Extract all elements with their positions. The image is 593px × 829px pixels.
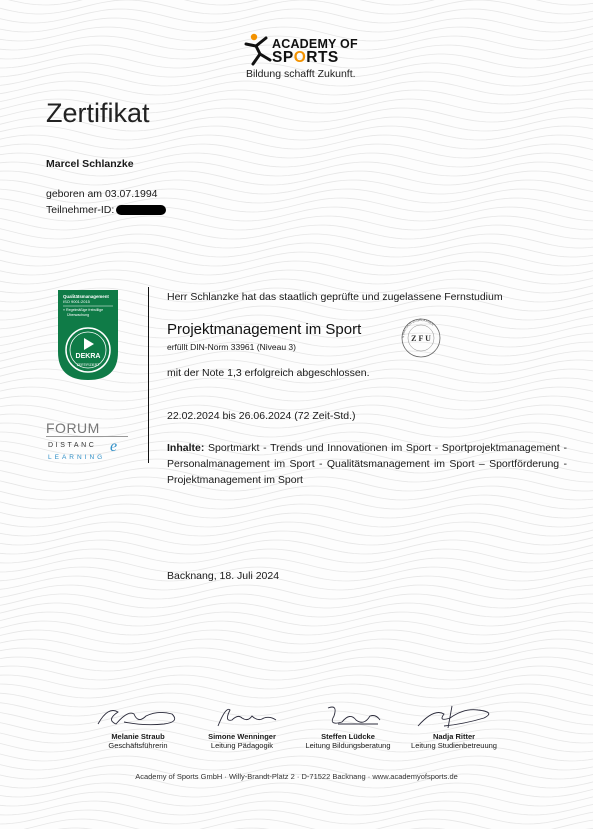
signature-scribble: [404, 702, 504, 730]
signature-block: [78, 702, 198, 750]
signature-scribble: [298, 702, 398, 730]
intro-text: Herr Schlanzke hat das staatlich geprüfte und zugelassene Fernstudium: [167, 291, 503, 303]
signature-scribble: [88, 702, 188, 730]
signer-name: Steffen Lüdcke: [321, 732, 375, 741]
participant-name: Marcel Schlanzke: [46, 158, 134, 170]
signer-role: Leitung Studienbetreuung: [411, 741, 497, 750]
forum-bottom: LEARNING: [48, 454, 106, 461]
forum-mid: DISTANC: [48, 442, 97, 449]
forum-distance-learning-logo: [46, 419, 128, 463]
signer-name: Nadja Ritter: [432, 732, 476, 741]
dekra-sub: ZERTIFIZIERT: [76, 363, 100, 367]
course-content: [167, 440, 567, 488]
zfu-seal: [396, 318, 446, 358]
brand-tagline: Bildung schafft Zukunft.: [246, 68, 356, 80]
dekra-seal: [58, 290, 118, 380]
signer-role: Leitung Bildungsberatung: [305, 741, 391, 750]
course-dates: 22.02.2024 bis 26.06.2024 (72 Zeit-Std.): [167, 410, 356, 422]
participant-id: [46, 204, 166, 216]
dekra-name: DEKRA: [75, 353, 101, 360]
signer-role: Leitung Pädagogik: [210, 741, 274, 750]
dekra-std: ISO 9001:2015: [63, 299, 90, 304]
signature-scribble: [192, 702, 292, 730]
forum-e: e: [110, 438, 118, 455]
signature-block: [394, 702, 514, 750]
content-text: Sportmarkt - Trends und Innovationen im Sport - Sportprojektmanagement - Personalmanagement im Sport - Qualitätsmanagement im Sport – Sportförderung - Projektmanagement im Sport: [167, 442, 567, 486]
brand-name: ACADEMY OF SPORTS: [272, 37, 358, 66]
content-label: Inhalte:: [167, 442, 205, 454]
footer-address: Academy of Sports GmbH · Willy-Brandt-Platz 2 · D-71522 Backnang · www.academyofsports.de: [135, 772, 458, 781]
signer-name: Simone Wenninger: [208, 732, 276, 741]
birth-date: geboren am 03.07.1994: [46, 188, 158, 200]
zfu-letters: Z F U: [411, 334, 431, 343]
signature-block: [182, 702, 302, 750]
place-date: Backnang, 18. Juli 2024: [167, 570, 280, 582]
redacted-id: [116, 205, 166, 215]
divider-line: [148, 287, 149, 463]
grade-text: mit der Note 1,3 erfolgreich abgeschlossen.: [167, 367, 370, 379]
din-norm: erfüllt DIN-Norm 33961 (Niveau 3): [167, 342, 296, 352]
participant-id-label: Teilnehmer-ID:: [46, 204, 115, 216]
signature-block: [288, 702, 408, 750]
zfu-ring-text: STAATLICH ZUGELASSEN: [400, 318, 435, 339]
page-title: Zertifikat: [46, 98, 150, 128]
signer-role: Geschäftsführerin: [108, 741, 168, 750]
academy-logo: [236, 30, 366, 82]
athlete-figure-icon: [244, 32, 274, 66]
dekra-line-2: Überwachung: [67, 313, 90, 317]
dekra-line-1: » Regelmäßige freiwillige: [63, 308, 104, 312]
forum-top: FORUM: [46, 420, 100, 436]
course-title: Projektmanagement im Sport: [167, 321, 362, 338]
signer-name: Melanie Straub: [111, 732, 165, 741]
dekra-head: Qualitätsmanagement: [63, 294, 109, 299]
